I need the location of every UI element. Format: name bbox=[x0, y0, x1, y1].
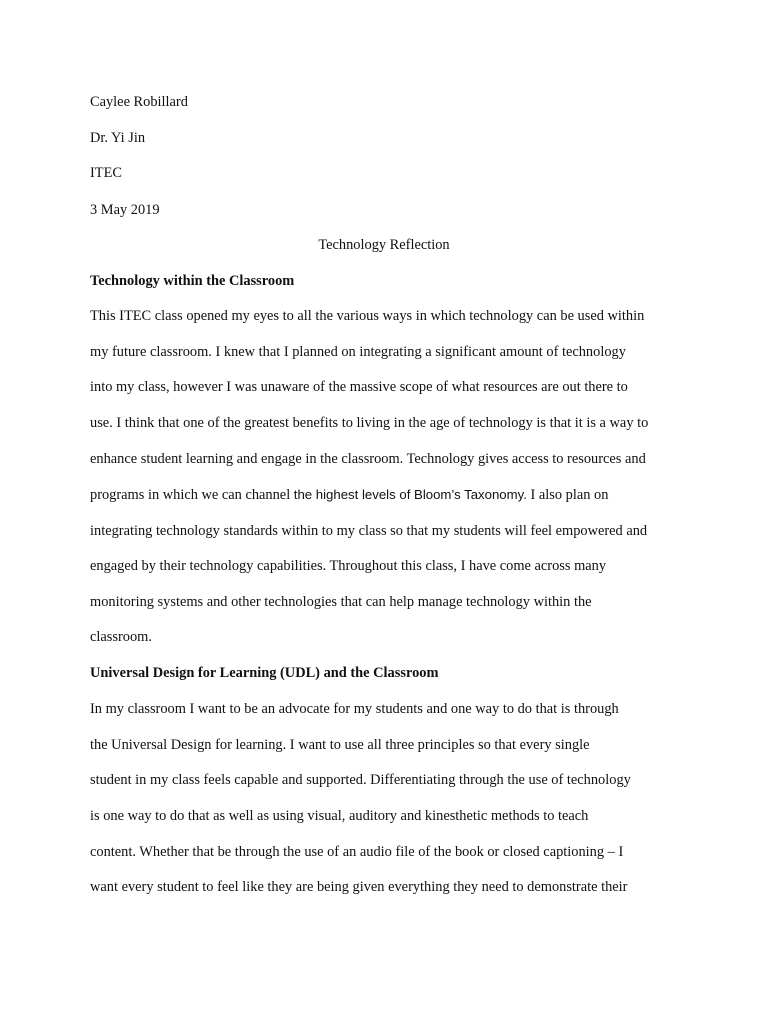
paragraph-line: In my classroom I want to be an advocate for my students and one way to do that is through bbox=[90, 701, 619, 717]
paragraph-line: classroom. bbox=[90, 629, 152, 645]
paragraph-line: is one way to do that as well as using visual, auditory and kinesthetic methods to teach bbox=[90, 808, 589, 824]
paragraph-line: use. I think that one of the greatest benefits to living in the age of technology is that it is a way to bbox=[90, 415, 649, 431]
document-date: 3 May 2019 bbox=[90, 202, 160, 218]
paragraph-line: the Universal Design for learning. I want to use all three principles so that every single bbox=[90, 737, 590, 753]
paragraph-line: integrating technology standards within to my class so that my students will feel empowered and bbox=[90, 523, 648, 539]
professor-name: Dr. Yi Jin bbox=[90, 130, 146, 146]
paragraph-line: engaged by their technology capabilities. Throughout this class, I have come across many bbox=[90, 558, 607, 574]
paragraph-line: content. Whether that be through the use of an audio file of the book or closed captioning – I bbox=[90, 844, 624, 860]
paragraph-text: I also plan on bbox=[526, 487, 609, 503]
paragraph-line: This ITEC class opened my eyes to all the various ways in which technology can be used within bbox=[90, 308, 645, 324]
paragraph-line: into my class, however I was unaware of the massive scope of what resources are out there to bbox=[90, 379, 628, 395]
section-heading-technology: Technology within the Classroom bbox=[90, 273, 295, 289]
paragraph-line: monitoring systems and other technologies that can help manage technology within the bbox=[90, 594, 592, 610]
course-name: ITEC bbox=[90, 165, 122, 181]
paragraph-text: programs in which we can channel bbox=[90, 487, 294, 503]
paragraph-line: my future classroom. I knew that I planned on integrating a significant amount of technology bbox=[90, 344, 626, 360]
paragraph-line: want every student to feel like they are being given everything they need to demonstrate their bbox=[90, 879, 628, 895]
document-title: Technology Reflection bbox=[318, 237, 450, 253]
section-heading-udl: Universal Design for Learning (UDL) and the Classroom bbox=[90, 665, 439, 681]
paragraph-line: student in my class feels capable and supported. Differentiating through the use of technology bbox=[90, 772, 631, 788]
paragraph-line bbox=[90, 486, 608, 504]
blooms-taxonomy-phrase: the highest levels of Bloom’s Taxonomy. bbox=[293, 487, 527, 502]
author-name: Caylee Robillard bbox=[90, 94, 188, 110]
paragraph-line: enhance student learning and engage in the classroom. Technology gives access to resources and bbox=[90, 451, 646, 467]
